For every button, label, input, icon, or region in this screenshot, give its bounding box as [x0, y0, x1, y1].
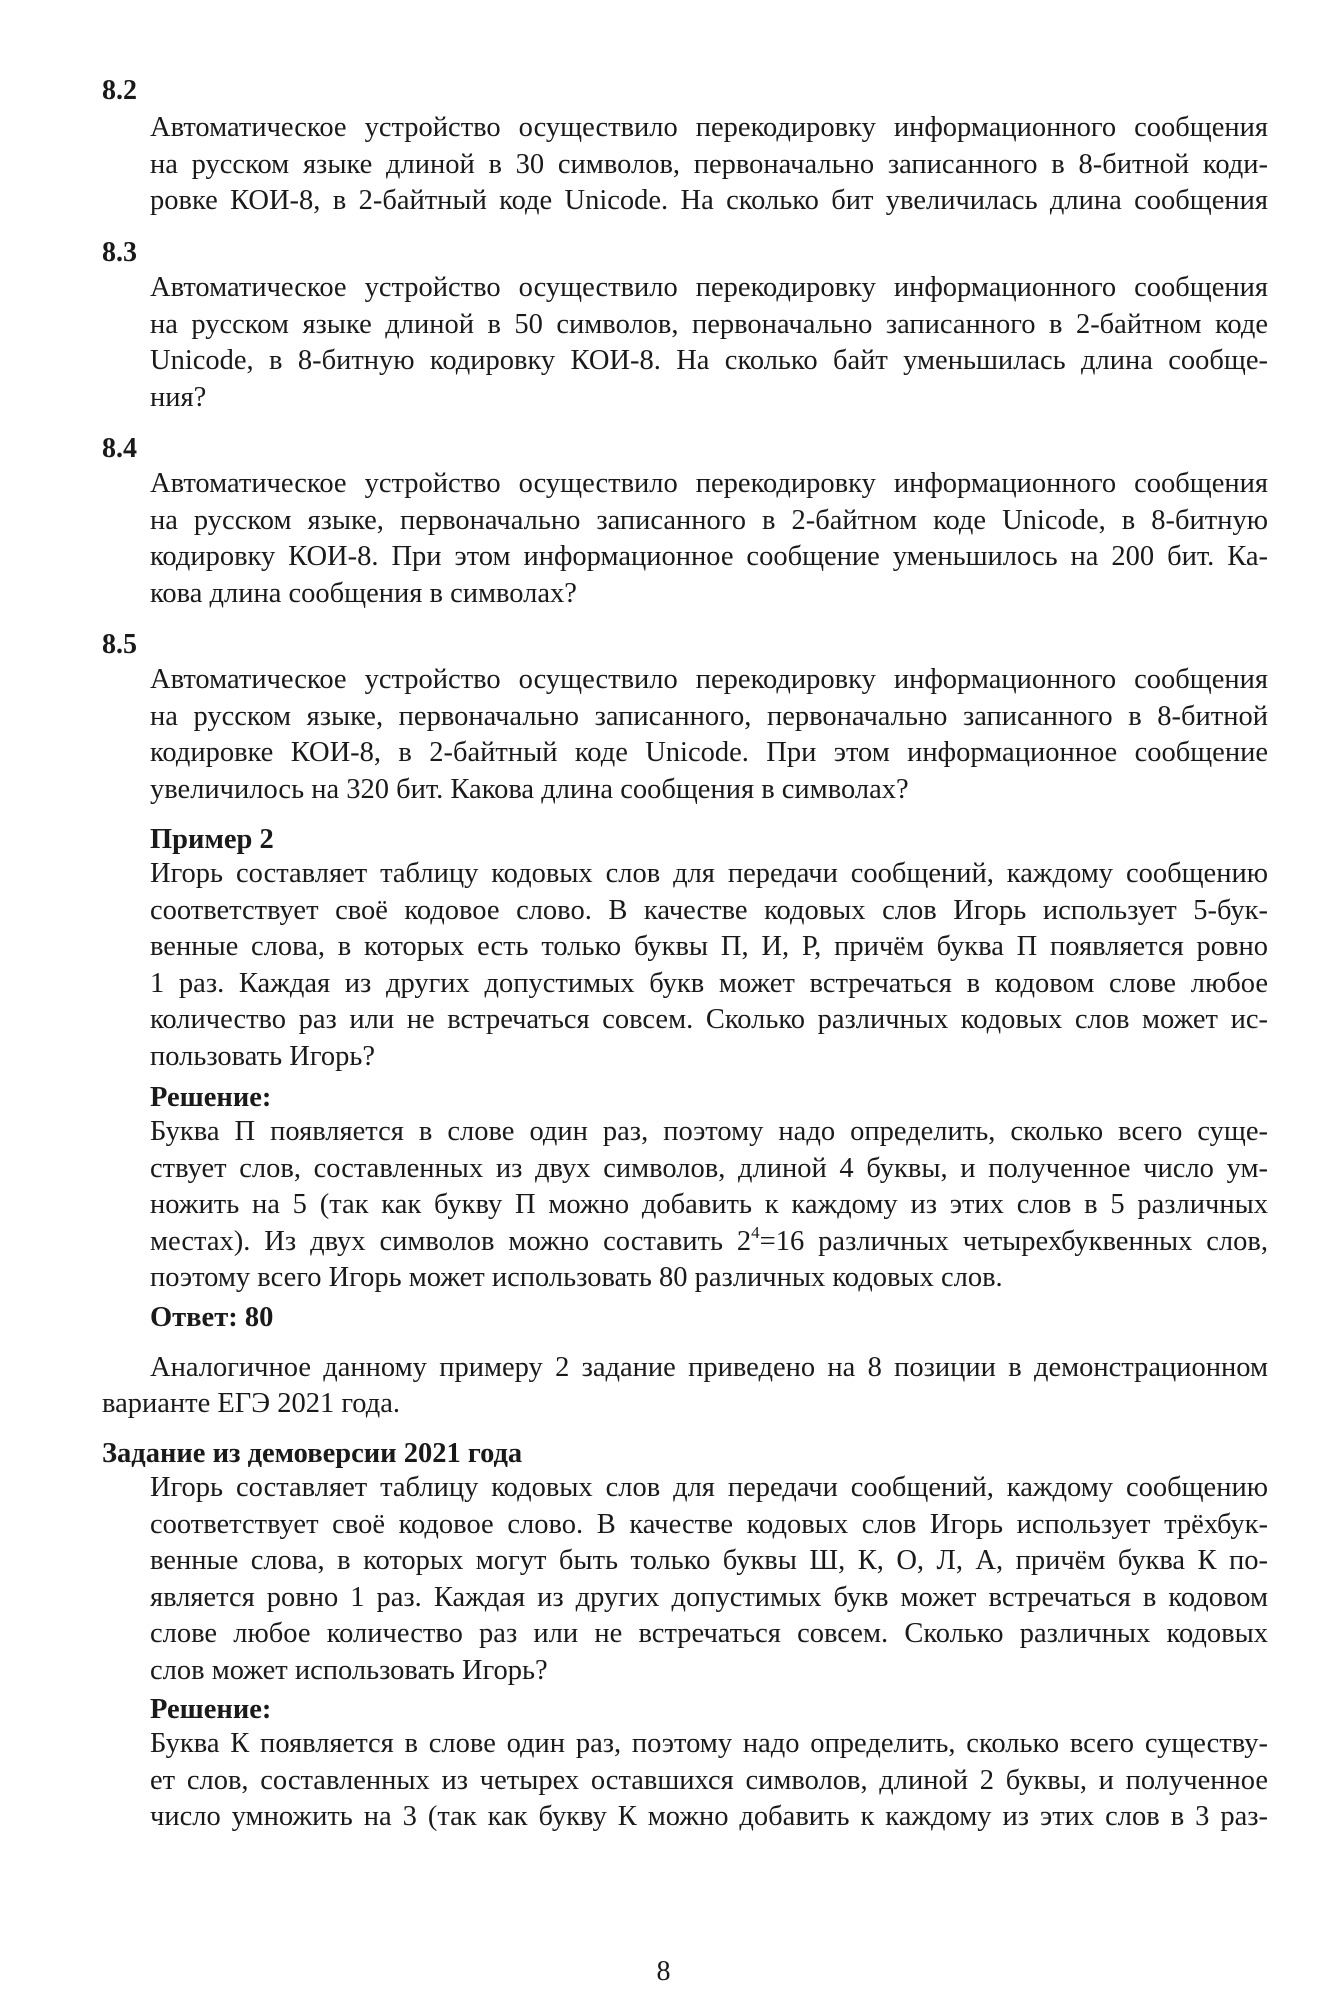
text-line: 1 раз. Каждая из других допустимых букв может встречаться в кодовом слове любое — [150, 967, 1268, 999]
demo-task-text — [150, 1470, 1268, 1689]
text-line: увеличилось на 320 бит. Какова длина сообщения в символах? — [150, 773, 909, 805]
demo-solution-text — [150, 1726, 1268, 1836]
text-line: кодировку КОИ-8. При этом информационное сообщение уменьшилось на 200 бит. Ка- — [150, 541, 1268, 572]
text-line: на русском языке длиной в 30 символов, первоначально записанного в 8-битной коди- — [150, 148, 1268, 180]
text-line: Буква П появляется в слове один раз, поэтому надо определить, сколько всего суще- — [150, 1116, 1268, 1147]
text-line-with-power — [150, 1224, 1268, 1261]
example-2-solution-title: Решение: — [150, 1082, 272, 1113]
text-fragment: =16 различных четырехбуквенных слов, — [759, 1225, 1268, 1257]
text-line: ствует слов, составленных из двух символов, длиной 4 буквы, и полученное число ум- — [150, 1152, 1268, 1184]
text-line: соответствует своё кодовое слово. В качестве кодовых слов Игорь использует 5-бук- — [150, 894, 1268, 926]
demo-solution-title: Решение: — [150, 1694, 272, 1725]
text-line: Unicode, в 8-битную кодировку КОИ-8. На сколько байт уменьшилась длина сообще- — [150, 345, 1268, 376]
task-number-8-3: 8.3 — [102, 237, 137, 268]
text-line: Игорь составляет таблицу кодовых слов для передачи сообщений, каждому сообщению — [150, 858, 1268, 889]
text-line: Автоматическое устройство осуществило перекодировку информационного сообщения — [150, 664, 1268, 695]
text-line: венные слова, в которых могут быть только буквы Ш, К, О, Л, А, причём буква К по- — [150, 1545, 1268, 1576]
text-line: Автоматическое устройство осуществило перекодировку информационного сообщения — [150, 112, 1268, 143]
text-line: кодировке КОИ-8, в 2-байтный коде Unicode. При этом информационное сообщение — [150, 737, 1268, 768]
text-line: пользовать Игорь? — [150, 1040, 375, 1072]
text-line: соответствует своё кодовое слово. В качестве кодовых слов Игорь использует трёхбук- — [150, 1508, 1268, 1540]
exponent: 4 — [751, 1222, 760, 1242]
task-8-4-text — [150, 466, 1268, 612]
text-line: Игорь составляет таблицу кодовых слов для передачи сообщений, каждому сообщению — [150, 1472, 1268, 1503]
text-line: слов может использовать Игорь? — [150, 1654, 548, 1686]
text-line: на русском языке длиной в 50 символов, первоначально записанного в 2-байтном коде — [150, 308, 1268, 340]
task-number-8-2: 8.2 — [102, 75, 137, 106]
example-2-title: Пример 2 — [150, 824, 274, 855]
text-line: варианте ЕГЭ 2021 года. — [102, 1388, 400, 1419]
task-8-2-text — [150, 110, 1268, 220]
page-number: 8 — [656, 1956, 671, 1987]
demo-task-title: Задание из демоверсии 2021 года — [102, 1438, 523, 1469]
note-paragraph-continuation — [102, 1386, 1268, 1423]
text-line: число умножить на 3 (так как букву К можно добавить к каждому из этих слов в 3 раз- — [150, 1801, 1268, 1832]
text-line: слове любое количество раз или не встречаться совсем. Сколько различных кодовых — [150, 1618, 1268, 1649]
example-2-answer: Ответ: 80 — [150, 1302, 274, 1333]
text-line: ет слов, составленных из четырех оставшихся символов, длиной 2 буквы, и полученное — [150, 1764, 1268, 1796]
text-line: Автоматическое устройство осуществило перекодировку информационного сообщения — [150, 272, 1268, 303]
text-line: ровке КОИ-8, в 2-байтный коде Unicode. На сколько бит увеличилась длина сообщения — [150, 185, 1268, 216]
text-line: ножить на 5 (так как букву П можно добавить к каждому из этих слов в 5 различных — [150, 1189, 1268, 1220]
task-8-5-text — [150, 662, 1268, 808]
text-line: Аналогичное данному примеру 2 задание приведено на 8 позиции в демонстрационном — [150, 1352, 1268, 1383]
task-number-8-4: 8.4 — [102, 433, 137, 464]
task-8-3-text — [150, 270, 1268, 416]
example-2-text — [150, 856, 1268, 1075]
text-line: поэтому всего Игорь может использовать 80 различных кодовых слов. — [150, 1262, 1003, 1293]
text-fragment: местах). Из двух символов можно составить 2 — [150, 1225, 752, 1257]
text-line: является ровно 1 раз. Каждая из других допустимых букв может встречаться в кодовом — [150, 1581, 1268, 1613]
text-line: кова длина сообщения в символах? — [150, 577, 577, 609]
text-line: ния? — [150, 381, 207, 413]
text-line: Буква К появляется в слове один раз, поэтому надо определить, сколько всего существу- — [150, 1728, 1268, 1759]
text-line: венные слова, в которых есть только буквы П, И, Р, причём буква П появляется ровно — [150, 931, 1268, 962]
text-line: на русском языке, первоначально записанного в 2-байтном коде Unicode, в 8-битную — [150, 504, 1268, 536]
text-line: на русском языке, первоначально записанного, первоначально записанного в 8-битной — [150, 700, 1268, 732]
note-paragraph — [150, 1350, 1268, 1387]
task-number-8-5: 8.5 — [102, 629, 137, 660]
text-line: количество раз или не встречаться совсем. Сколько различных кодовых слов может ис- — [150, 1004, 1268, 1035]
text-line: Автоматическое устройство осуществило перекодировку информационного сообщения — [150, 468, 1268, 499]
example-2-solution-text — [150, 1114, 1268, 1297]
